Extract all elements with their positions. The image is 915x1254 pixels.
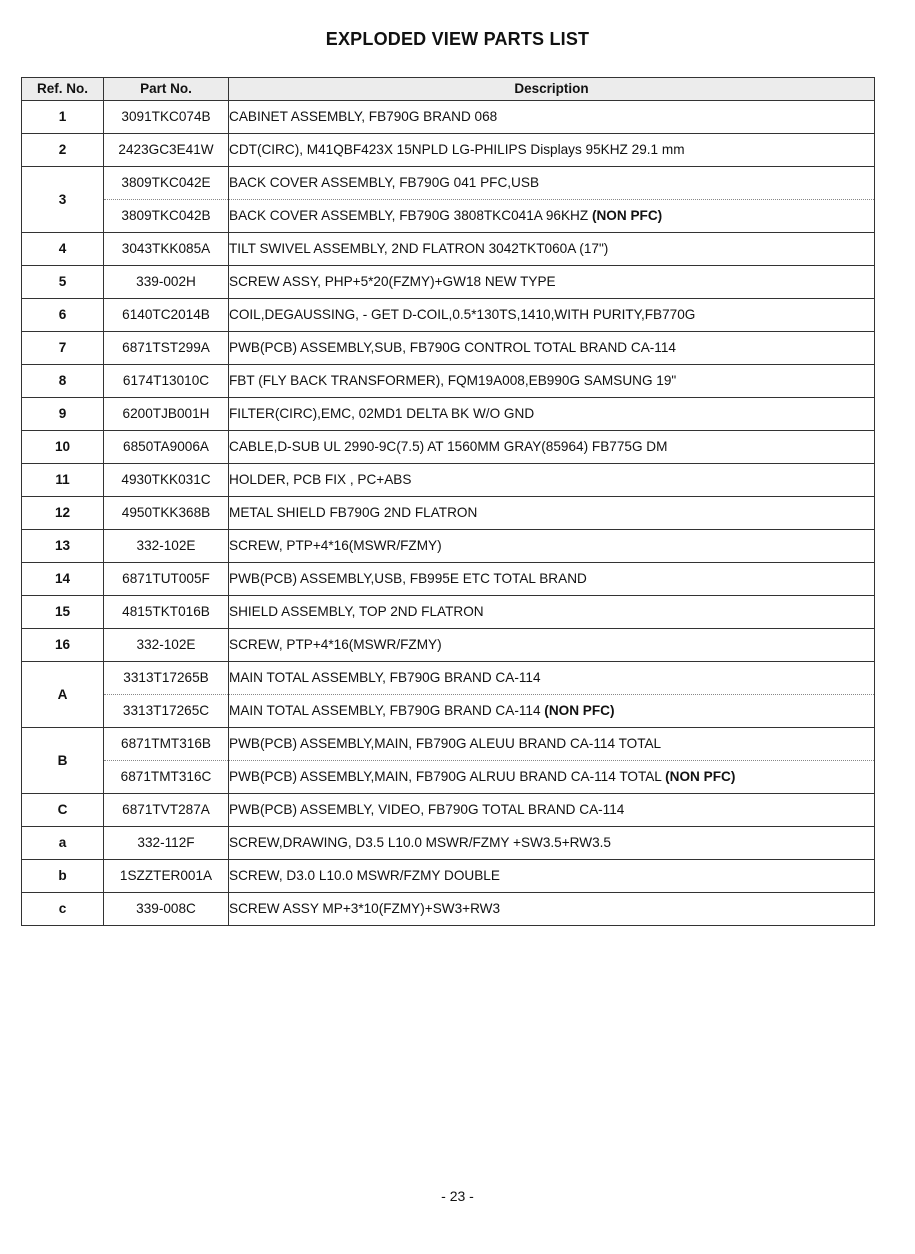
table-row: [22, 827, 875, 860]
table-row: [22, 233, 875, 266]
part-no: 339-008C: [104, 893, 229, 926]
description: CABLE,D-SUB UL 2990-9C(7.5) AT 1560MM GRAY(85964) FB775G DM: [229, 431, 875, 464]
description: SCREW, PTP+4*16(MSWR/FZMY): [229, 629, 875, 662]
part-no: 2423GC3E41W: [104, 134, 229, 167]
table-row: [22, 167, 875, 200]
description: FILTER(CIRC),EMC, 02MD1 DELTA BK W/O GND: [229, 398, 875, 431]
description: CABINET ASSEMBLY, FB790G BRAND 068: [229, 101, 875, 134]
page-title: EXPLODED VIEW PARTS LIST: [325, 29, 590, 49]
page-number: - 23 -: [441, 1188, 474, 1204]
header-part-no: Part No.: [104, 78, 229, 101]
description: SCREW, PTP+4*16(MSWR/FZMY): [229, 530, 875, 563]
part-no: 332-112F: [104, 827, 229, 860]
parts-table: [21, 77, 875, 926]
table-row: [22, 200, 875, 233]
part-no: 339-002H: [104, 266, 229, 299]
description-text: BACK COVER ASSEMBLY, FB790G 3808TKC041A 96KHZ: [229, 208, 592, 223]
header-description: Description: [229, 78, 875, 101]
ref-no: c: [22, 893, 104, 926]
table-row: [22, 266, 875, 299]
ref-no: 15: [22, 596, 104, 629]
table-row: [22, 728, 875, 761]
table-row: [22, 530, 875, 563]
description-text: PWB(PCB) ASSEMBLY,MAIN, FB790G ALRUU BRAND CA-114 TOTAL: [229, 769, 666, 784]
ref-no: 11: [22, 464, 104, 497]
part-no: 6140TC2014B: [104, 299, 229, 332]
description: PWB(PCB) ASSEMBLY, VIDEO, FB790G TOTAL BRAND CA-114: [229, 794, 875, 827]
table-row: [22, 134, 875, 167]
ref-no: 8: [22, 365, 104, 398]
part-no: 3809TKC042E: [104, 167, 229, 200]
ref-no: C: [22, 794, 104, 827]
table-row: [22, 596, 875, 629]
description: METAL SHIELD FB790G 2ND FLATRON: [229, 497, 875, 530]
table-row: [22, 860, 875, 893]
description: HOLDER, PCB FIX , PC+ABS: [229, 464, 875, 497]
part-no: 6871TUT005F: [104, 563, 229, 596]
description: COIL,DEGAUSSING, - GET D-COIL,0.5*130TS,1410,WITH PURITY,FB770G: [229, 299, 875, 332]
table-row: [22, 794, 875, 827]
ref-no: 1: [22, 101, 104, 134]
ref-no: B: [22, 728, 104, 794]
description-text: MAIN TOTAL ASSEMBLY, FB790G BRAND CA-114: [229, 703, 545, 718]
description: SHIELD ASSEMBLY, TOP 2ND FLATRON: [229, 596, 875, 629]
ref-no: a: [22, 827, 104, 860]
ref-no: 3: [22, 167, 104, 233]
ref-no: 13: [22, 530, 104, 563]
part-no: 4815TKT016B: [104, 596, 229, 629]
description: SCREW, D3.0 L10.0 MSWR/FZMY DOUBLE: [229, 860, 875, 893]
description: SCREW ASSY, PHP+5*20(FZMY)+GW18 NEW TYPE: [229, 266, 875, 299]
table-row: [22, 398, 875, 431]
table-row: [22, 431, 875, 464]
table-row: [22, 101, 875, 134]
table-row: [22, 497, 875, 530]
ref-no: 5: [22, 266, 104, 299]
ref-no: 10: [22, 431, 104, 464]
part-no: 4950TKK368B: [104, 497, 229, 530]
description: [229, 200, 875, 233]
description: BACK COVER ASSEMBLY, FB790G 041 PFC,USB: [229, 167, 875, 200]
part-no: 6871TVT287A: [104, 794, 229, 827]
part-no: 3809TKC042B: [104, 200, 229, 233]
ref-no: 4: [22, 233, 104, 266]
description: SCREW,DRAWING, D3.5 L10.0 MSWR/FZMY +SW3.5+RW3.5: [229, 827, 875, 860]
table-row: [22, 299, 875, 332]
part-no: 332-102E: [104, 629, 229, 662]
part-no: 1SZZTER001A: [104, 860, 229, 893]
part-no: 6871TMT316C: [104, 761, 229, 794]
table-row: [22, 662, 875, 695]
ref-no: b: [22, 860, 104, 893]
non-pfc-note: (NON PFC): [544, 703, 615, 718]
description: SCREW ASSY MP+3*10(FZMY)+SW3+RW3: [229, 893, 875, 926]
description: TILT SWIVEL ASSEMBLY, 2ND FLATRON 3042TKT060A (17"): [229, 233, 875, 266]
part-no: 6174T13010C: [104, 365, 229, 398]
non-pfc-note: (NON PFC): [665, 769, 736, 784]
table-row: [22, 893, 875, 926]
header-ref-no: Ref. No.: [22, 78, 104, 101]
part-no: 3313T17265B: [104, 662, 229, 695]
table-row: [22, 563, 875, 596]
part-no: 6850TA9006A: [104, 431, 229, 464]
table-row: [22, 695, 875, 728]
part-no: 6871TMT316B: [104, 728, 229, 761]
table-row: [22, 761, 875, 794]
ref-no: 16: [22, 629, 104, 662]
table-row: [22, 365, 875, 398]
part-no: 3313T17265C: [104, 695, 229, 728]
ref-no: 9: [22, 398, 104, 431]
part-no: 6871TST299A: [104, 332, 229, 365]
part-no: 332-102E: [104, 530, 229, 563]
description: PWB(PCB) ASSEMBLY,SUB, FB790G CONTROL TOTAL BRAND CA-114: [229, 332, 875, 365]
part-no: 3043TKK085A: [104, 233, 229, 266]
table-header-row: [22, 78, 875, 101]
description: MAIN TOTAL ASSEMBLY, FB790G BRAND CA-114: [229, 662, 875, 695]
description: CDT(CIRC), M41QBF423X 15NPLD LG-PHILIPS Displays 95KHZ 29.1 mm: [229, 134, 875, 167]
ref-no: 6: [22, 299, 104, 332]
description: PWB(PCB) ASSEMBLY,USB, FB995E ETC TOTAL BRAND: [229, 563, 875, 596]
part-no: 6200TJB001H: [104, 398, 229, 431]
table-row: [22, 332, 875, 365]
part-no: 3091TKC074B: [104, 101, 229, 134]
ref-no: 7: [22, 332, 104, 365]
non-pfc-note: (NON PFC): [591, 208, 663, 223]
description: PWB(PCB) ASSEMBLY,MAIN, FB790G ALEUU BRAND CA-114 TOTAL: [229, 728, 875, 761]
description: [229, 761, 875, 794]
table-row: [22, 629, 875, 662]
ref-no: 2: [22, 134, 104, 167]
part-no: 4930TKK031C: [104, 464, 229, 497]
ref-no: 12: [22, 497, 104, 530]
ref-no: 14: [22, 563, 104, 596]
table-row: [22, 464, 875, 497]
description: [229, 695, 875, 728]
description: FBT (FLY BACK TRANSFORMER), FQM19A008,EB990G SAMSUNG 19": [229, 365, 875, 398]
ref-no: A: [22, 662, 104, 728]
